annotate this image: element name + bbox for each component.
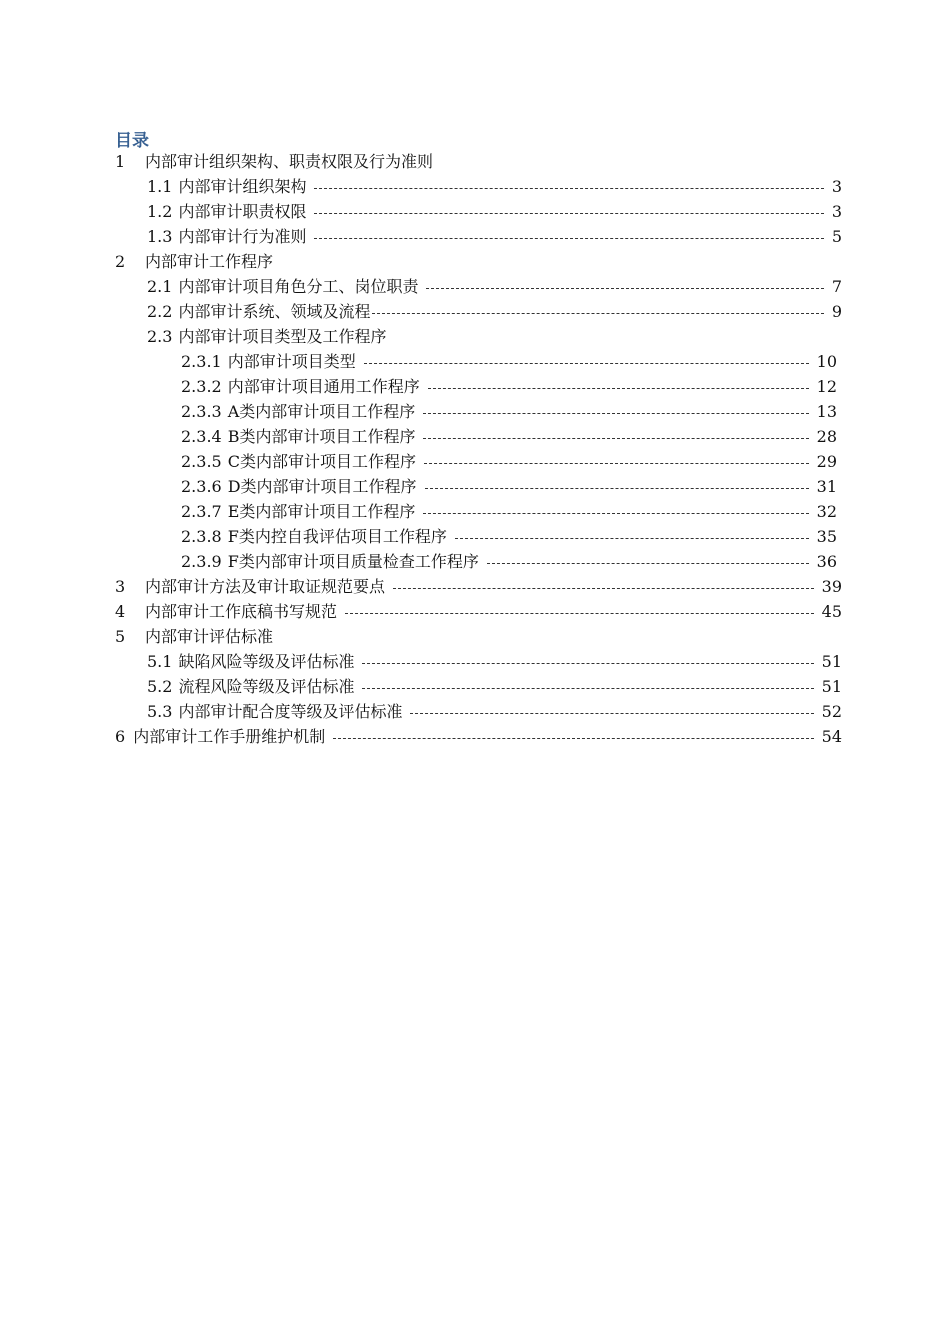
toc-entry-1-3[interactable] xyxy=(147,225,842,249)
toc-dot-leader xyxy=(314,238,823,239)
toc-entry-page: 12 xyxy=(816,377,837,396)
toc-entry-2[interactable] xyxy=(115,250,842,274)
toc-entry-page: 3 xyxy=(831,177,842,196)
toc-dot-leader xyxy=(423,438,808,439)
toc-entry-2-1[interactable] xyxy=(147,275,842,299)
toc-entry-number: 2.3.7 xyxy=(181,502,222,521)
toc-entry-page: 39 xyxy=(821,577,842,596)
toc-entry-2-3-6[interactable] xyxy=(181,475,837,499)
toc-entry-5-3[interactable] xyxy=(147,700,842,724)
toc-entry-number: 2.2 xyxy=(147,302,173,321)
toc-entry-number: 2.1 xyxy=(147,277,173,296)
toc-entry-title: 内部审计系统、领域及流程 xyxy=(178,302,371,321)
toc-entry-2-3-7[interactable] xyxy=(181,500,837,524)
toc-entry-number: 5.3 xyxy=(147,702,173,721)
toc-entry-2-3-4[interactable] xyxy=(181,425,837,449)
toc-entry-title: 内部审计评估标准 xyxy=(145,627,274,646)
toc-entry-title: 内部审计职责权限 xyxy=(178,202,307,221)
toc-dot-leader xyxy=(314,213,823,214)
toc-entry-title: 流程风险等级及评估标准 xyxy=(178,677,355,696)
toc-entry-number: 2.3.9 xyxy=(181,552,222,571)
toc-dot-leader xyxy=(393,588,814,589)
toc-entry-number: 3 xyxy=(115,577,126,596)
toc-entry-page: 29 xyxy=(816,452,837,471)
toc-entry-page: 51 xyxy=(821,652,842,671)
toc-dot-leader xyxy=(410,713,813,714)
toc-entry-number: 2.3.1 xyxy=(181,352,222,371)
toc-entry-title: A类内部审计项目工作程序 xyxy=(227,402,416,421)
toc-entry-2-3-9[interactable] xyxy=(181,550,837,574)
toc-entry-number: 5.2 xyxy=(147,677,173,696)
toc-entry-title: 内部审计工作手册维护机制 xyxy=(133,727,326,746)
toc-entry-title: 内部审计项目角色分工、岗位职责 xyxy=(178,277,419,296)
toc-dot-leader xyxy=(487,563,809,564)
toc-dot-leader xyxy=(314,188,823,189)
toc-entry-number: 2.3 xyxy=(147,327,173,346)
toc-entry-page: 28 xyxy=(816,427,837,446)
toc-entry-page: 51 xyxy=(821,677,842,696)
toc-entry-title: 内部审计项目通用工作程序 xyxy=(227,377,420,396)
toc-dot-leader xyxy=(428,388,809,389)
toc-dot-leader xyxy=(362,663,813,664)
toc-entry-title: 内部审计组织架构 xyxy=(178,177,307,196)
toc-entry-number: 5 xyxy=(115,627,126,646)
toc-entry-title: 缺陷风险等级及评估标准 xyxy=(178,652,355,671)
toc-entry-1[interactable] xyxy=(115,150,842,174)
toc-entry-page: 35 xyxy=(816,527,837,546)
toc-entry-page: 5 xyxy=(831,227,842,246)
toc-entry-number: 4 xyxy=(115,602,126,621)
toc-entry-title: F类内控自我评估项目工作程序 xyxy=(227,527,447,546)
toc-dot-leader xyxy=(423,413,808,414)
toc-entry-title: 内部审计行为准则 xyxy=(178,227,307,246)
toc-entry-2-3-2[interactable] xyxy=(181,375,837,399)
toc-entry-number: 1.3 xyxy=(147,227,173,246)
toc-entry-title: D类内部审计项目工作程序 xyxy=(227,477,417,496)
toc-entry-page: 13 xyxy=(816,402,837,421)
toc-heading: 目录 xyxy=(115,131,149,151)
toc-entry-page: 9 xyxy=(831,302,842,321)
toc-entry-title: C类内部审计项目工作程序 xyxy=(227,452,416,471)
toc-entry-title: 内部审计工作程序 xyxy=(145,252,274,271)
toc-entry-5-1[interactable] xyxy=(147,650,842,674)
toc-entry-2-3-5[interactable] xyxy=(181,450,837,474)
toc-entry-title: 内部审计方法及审计取证规范要点 xyxy=(145,577,386,596)
toc-dot-leader xyxy=(425,488,809,489)
toc-entry-title: 内部审计项目类型 xyxy=(227,352,356,371)
toc-entry-3[interactable] xyxy=(115,575,842,599)
toc-entry-page: 31 xyxy=(816,477,837,496)
toc-dot-leader xyxy=(426,288,823,289)
toc-entry-title: 内部审计配合度等级及评估标准 xyxy=(178,702,403,721)
toc-entry-5[interactable] xyxy=(115,625,842,649)
toc-entry-page: 52 xyxy=(821,702,842,721)
toc-entry-page: 7 xyxy=(831,277,842,296)
toc-entry-title: 内部审计组织架构、职责权限及行为准则 xyxy=(145,152,434,171)
toc-entry-number: 1.1 xyxy=(147,177,173,196)
toc-entry-6[interactable] xyxy=(115,725,842,749)
toc-entry-2-3-3[interactable] xyxy=(181,400,837,424)
toc-entry-2-3-1[interactable] xyxy=(181,350,837,374)
toc-entry-number: 2 xyxy=(115,252,126,271)
toc-entry-2-2[interactable] xyxy=(147,300,842,324)
toc-dot-leader xyxy=(455,538,809,539)
toc-entry-title: B类内部审计项目工作程序 xyxy=(227,427,416,446)
toc-dot-leader xyxy=(423,513,808,514)
toc-entry-2-3-8[interactable] xyxy=(181,525,837,549)
toc-entry-title: 内部审计项目类型及工作程序 xyxy=(178,327,387,346)
toc-entry-page: 32 xyxy=(816,502,837,521)
toc-entry-title: 内部审计工作底稿书写规范 xyxy=(145,602,338,621)
toc-dot-leader xyxy=(345,613,814,614)
toc-dot-leader xyxy=(372,313,823,314)
toc-entry-number: 5.1 xyxy=(147,652,173,671)
toc-entry-number: 2.3.2 xyxy=(181,377,222,396)
toc-entry-number: 2.3.5 xyxy=(181,452,222,471)
toc-entry-number: 1 xyxy=(115,152,126,171)
toc-entry-2-3[interactable] xyxy=(147,325,842,349)
toc-entry-4[interactable] xyxy=(115,600,842,624)
toc-entry-1-2[interactable] xyxy=(147,200,842,224)
toc-entry-title: E类内部审计项目工作程序 xyxy=(227,502,416,521)
toc-dot-leader xyxy=(364,363,809,364)
toc-entry-number: 2.3.6 xyxy=(181,477,222,496)
toc-entry-number: 1.2 xyxy=(147,202,173,221)
toc-entry-page: 45 xyxy=(821,602,842,621)
toc-entry-page: 36 xyxy=(816,552,837,571)
toc-entry-1-1[interactable] xyxy=(147,175,842,199)
toc-entry-page: 10 xyxy=(816,352,837,371)
toc-entry-number: 2.3.8 xyxy=(181,527,222,546)
toc-entry-number: 2.3.3 xyxy=(181,402,222,421)
toc-entry-number: 2.3.4 xyxy=(181,427,222,446)
toc-dot-leader xyxy=(424,463,809,464)
toc-dot-leader xyxy=(362,688,813,689)
toc-entry-number: 6 xyxy=(115,727,126,746)
toc-entry-title: F类内部审计项目质量检查工作程序 xyxy=(227,552,479,571)
toc-entry-page: 3 xyxy=(831,202,842,221)
toc-entry-page: 54 xyxy=(821,727,842,746)
toc-entry-5-2[interactable] xyxy=(147,675,842,699)
toc-dot-leader xyxy=(333,738,813,739)
